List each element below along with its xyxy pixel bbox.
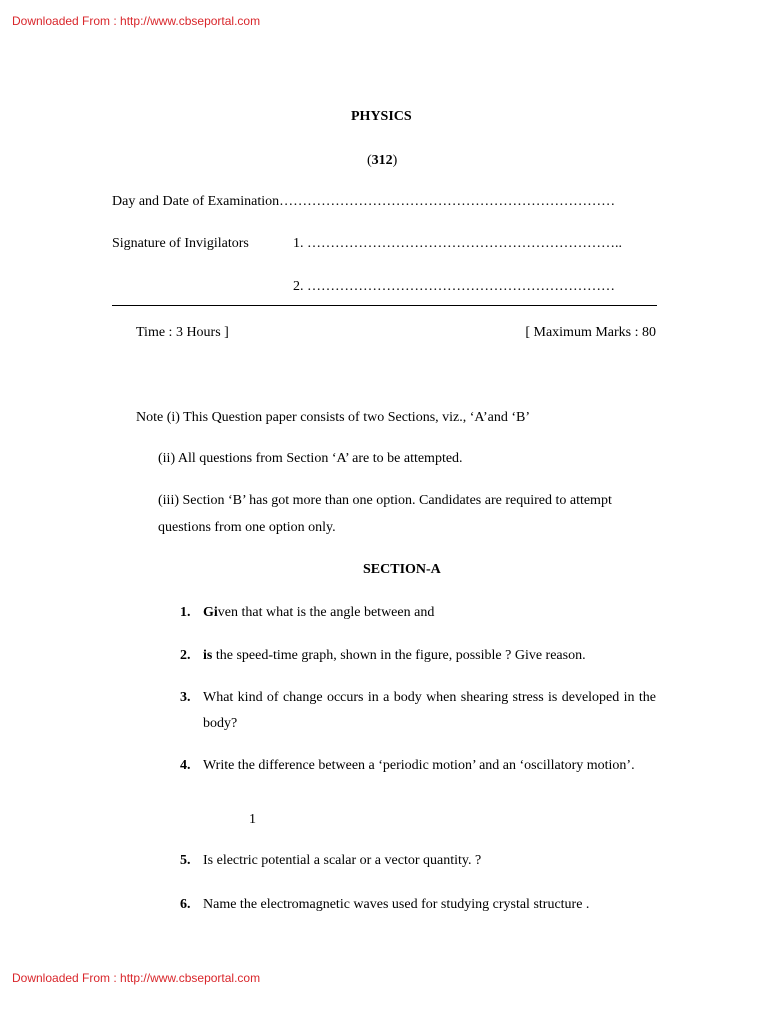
signature-label: Signature of Invigilators [112,236,249,251]
header-divider [112,305,657,306]
question-number: 4. [180,758,191,773]
note-1: Note (i) This Question paper consists of two Sections, viz., ‘A’and ‘B’ [136,410,531,425]
day-date-dots: ……………………………………………………………… [279,194,616,209]
question-bold-prefix: Gi [203,605,218,620]
question-bold-prefix: is [203,648,213,663]
question-text: Write the difference between a ‘periodic motion’ and an ‘oscillatory motion’. [203,758,635,773]
top-source-link[interactable]: Downloaded From : http://www.cbseportal.com [12,14,261,28]
question-number: 1. [180,605,191,620]
question-1 [180,600,656,626]
question-2 [180,643,656,669]
note-3-line-1: (iii) Section ‘B’ has got more than one option. Candidates are required to attempt [158,493,612,508]
question-text: Name the electromagnetic waves used for studying crystal structure . [203,897,590,912]
question-5 [180,848,656,874]
question-3 [180,685,656,737]
question-text: What kind of change occurs in a body when shearing stress is developed in the body? [203,690,656,731]
signature-line-2: 2. ………………………………………………………… [293,279,615,294]
question-text: Is electric potential a scalar or a vector quantity. ? [203,853,482,868]
code-close-paren: ) [392,153,398,168]
subject-title: PHYSICS [351,109,412,124]
day-date-line [112,194,615,210]
question-text: ven that what is the angle between and [217,605,435,620]
question-text: the speed-time graph, shown in the figure, possible ? Give reason. [212,648,586,663]
question-number: 2. [180,648,191,663]
question-4 [180,753,656,805]
day-date-label: Day and Date of Examination [112,194,280,209]
question-number: 3. [180,690,191,705]
section-title: SECTION-A [363,562,441,577]
question-6 [180,892,656,918]
question-number: 6. [180,897,191,912]
subject-code [367,153,397,169]
marks-indicator: 1 [249,812,256,827]
code-open-paren: ( [367,153,372,168]
signature-line-1: 1. ………………………………………………………….. [293,236,622,251]
exam-time: Time : 3 Hours ] [136,325,229,340]
maximum-marks: [ Maximum Marks : 80 [525,325,656,340]
bottom-source-link[interactable]: Downloaded From : http://www.cbseportal.com [12,971,261,985]
question-number: 5. [180,853,191,868]
note-2: (ii) All questions from Section ‘A’ are to be attempted. [158,451,463,466]
note-3-line-2: questions from one option only. [158,520,336,535]
code-number: 312 [371,153,393,168]
